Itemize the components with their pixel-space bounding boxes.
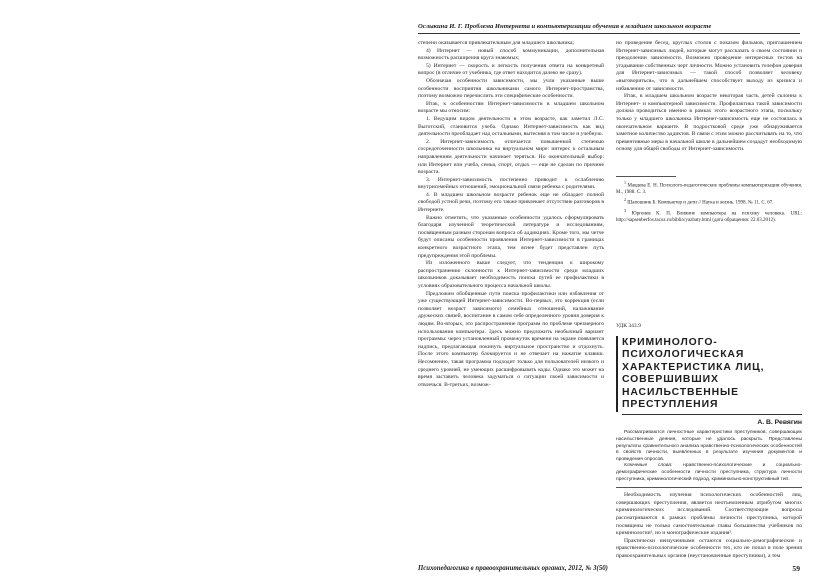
keywords-label: Ключевые слова: [624,463,673,469]
footnote-number: 2 [624,197,626,203]
paragraph: но проведение бесед, круглых столов с показом фильмов, приглашением Интернет-зависимых людей, которые могут рассказать о своем состоянии и преодолении зависимости. Возможно проведение интересных тестов на угадывание собственных черт личности. Можно установить телефон доверия для Интернет-зависимых — такой способ позволяет человеку «выговориться», что в дальнейшем способствует выходу из кризиса и избавлению от зависимости. [616,40,802,92]
paragraph: Необходимость изучения психологических особенностей лиц, совершающих преступления, является неотъемленным атрибутом многих криминологических исследований. Соответствующие вопросы рассматриваются в рамках проблемы личности преступника, которой посвящены не только самостоятельные главы большинства учебников по криминологии¹, но и монографические издания². [616,492,802,537]
footnote [616,208,802,225]
article-author: А. В. Ревягин [757,419,802,427]
title-bar [616,336,618,412]
footnote-number: 3 [624,207,626,213]
abstract-rule [616,487,802,488]
paragraph: 5) Интернет — скорость и легкость получения ответа на конкретный вопрос (в отличие от учебника, где ответ находится далеко не сразу). [418,62,604,77]
article-title: КРИМИНОЛОГО-ПСИХОЛОГИЧЕСКАЯ ХАРАКТЕРИСТИКА ЛИЦ, СОВЕРШИВШИХ НАСИЛЬСТВЕННЫЕ ПРЕСТУПЛЕНИЯ [622,337,765,411]
paragraph: Итак, к особенностям Интернет-зависимости в младшем школьном возрасте мы относим: [418,100,604,115]
paragraph: 3. Интернет-зависимость постепенно приводит к ослаблению внутрисемейных отношений, эмоциональной связи ребенка с родителями. [418,176,604,191]
journal-title: Психопедагогика в правоохранительных органах, 2012, № 3(50) [418,565,608,572]
footnote-text: Мавдева Е. Н. Психолого-педагогические проблемы компьютеризации обучения. М., 1988. С. 3. [616,183,802,196]
udc-code: УДК 343.9 [616,323,641,329]
article-block [616,322,802,561]
footnote-rule [616,176,676,177]
footnotes [616,180,802,225]
paragraph: 2. Интернет-зависимость отличается повышенной степенью сосредоточенности школьника на виртуальном мире: интерес к остальным направлениям деятельности начинает теряться. Но окончательный выбор: или Интернет или учеба, семья, спорт, отдых — еще не сделан по причине возраста. [418,138,604,176]
article-title-block [616,334,802,415]
left-column [418,40,604,389]
keywords [616,463,802,483]
paragraph: Итак, в младшем школьном возрасте некоторая часть детей склонна к Интернет- и компьютерной зависимости. Профилактика такой зависимости должна проводиться именно в рамках этого возрастного этапа, поскольку только у младшего школьника Интернет-зависимость еще не состоялась в окончательном варианте. В подростковой среде уже обнаруживается заметное количество аддиктов. В связи с этим можно рассчитывать на то, что превентивные меры в начальной школе в дальнейшем создадут необходимую основу для общей свободы от Интернет-зависимости. [616,93,802,153]
footnote-number: 1 [624,179,626,185]
keywords-text: нравственно-психологические и социально-демографические особенности личности преступника, структура личности преступника, криминологический подход, криминально-конструктивный тип. [616,463,802,482]
paragraph: Из изложенного выше следует, что тенденция к широкому распространению склонности к Интернет-зависимости среди младших школьников доказывает необходимость поиска путей ее профилактики в условиях образовательного процесса начальной школы. [418,260,604,289]
footnote [616,180,802,197]
article-body [616,492,802,560]
title-underline [622,414,802,415]
page-number: 59 [792,564,800,573]
footnote-text: Юргенев К. П. Влияние компьютера на психику человека. URL: http://sapsenberfos.tacoz.ru/biblio/yazbaty.html (дата обращения: 22.03.2012). [616,211,803,224]
paragraph: 4) Интернет — новый способ коммуникации, дополнительная возможность расширения круга знакомых; [418,47,604,62]
paragraph: 4. В младшем школьном возрасте ребенок еще не обладает полной свободой устной речи, поэтому его также привлекает отсутствие разговоров в Интернете. [418,191,604,214]
paragraph: Важно отметить, что указанные особенности удалось сформулировать благодаря изученной теоретической литературе и исследованиям, посвященным разным сторонам вопроса об аддикциях. Кроме того, мы четче будут описаны особенности проявления Интернет-зависимости в границах конкретного возрастного этапа, тем яснее будет представлен путь предупреждения этой проблемы. [418,214,604,259]
abstract [616,430,802,483]
paragraph: степени оказывается привлекательным для младшего школьника; [418,40,575,46]
paragraph: Предложим обобщенные пути поиска профилактики или избавления от уже существующей Интернет-зависимости. Во-первых, это коррекция (если позволяет возраст зависимого) семейных отношений, налаживание дружеских связей, воспитание в самом себе определенного уровня доверия к людям. Во-вторых, это распространение программ по проблеме чрезмерного использования компьютера. Здесь можно предложить необычный вариант программы: через установленный промежуток времени на экране появляется надпись, предлагающая покинуть виртуальное пространство и отдохнуть. После этого компьютер блокируется и не отвечает на нажатие клавиш. Несомненно, такая программа подходит только для пользователей низкого и среднего уровней, не умеющих расшифровывать коды. Однако это может на время заставить человека задуматься о ситуации своей зависимости и отвлечься. В-третьих, возмож- [418,290,604,388]
paragraph: 1. Ведущим видом деятельности в этом возрасте, как заметил Л.С. Выготский, становится учеба. Однако Интернет-зависимость как вид деятельности преобладает над остальными, вытесняя в том числе и учебную. [418,115,604,138]
running-header: Ослыкина И. Г. Проблема Интернета и компьютеризации обучения в младшем школьном возрасте [418,23,712,30]
right-column [616,40,802,225]
footnote-text: Шапошник Б. Компьютер и дети // Наука и жизнь. 1998. № 11. С. 67. [627,200,774,206]
page-footer [418,563,800,575]
header-rule [418,33,800,34]
abstract-text: Рассматриваются личностные характеристики преступников, совершающих насильственные деяния, которые не удалось раскрыть. Представлены результаты сравнительного анализа нравственно-психологических особенностей в свойств личности, выявленных в результате изучения документов и проведения опросов. [616,430,802,462]
paragraph: Обозначая особенности зависимости, мы учли указанные выше особенности восприятия школьниками самого Интернет-пространства, поэтому возможно перечислить эти специфические особенности. [418,77,604,100]
footnote [616,197,802,207]
paragraph: Практически неизученными остаются социально-демографические и нравственно-психологические особенности тех, кто не попал в поле зрения правоохранительных органов (неустановленные преступники), а тем [616,537,802,559]
